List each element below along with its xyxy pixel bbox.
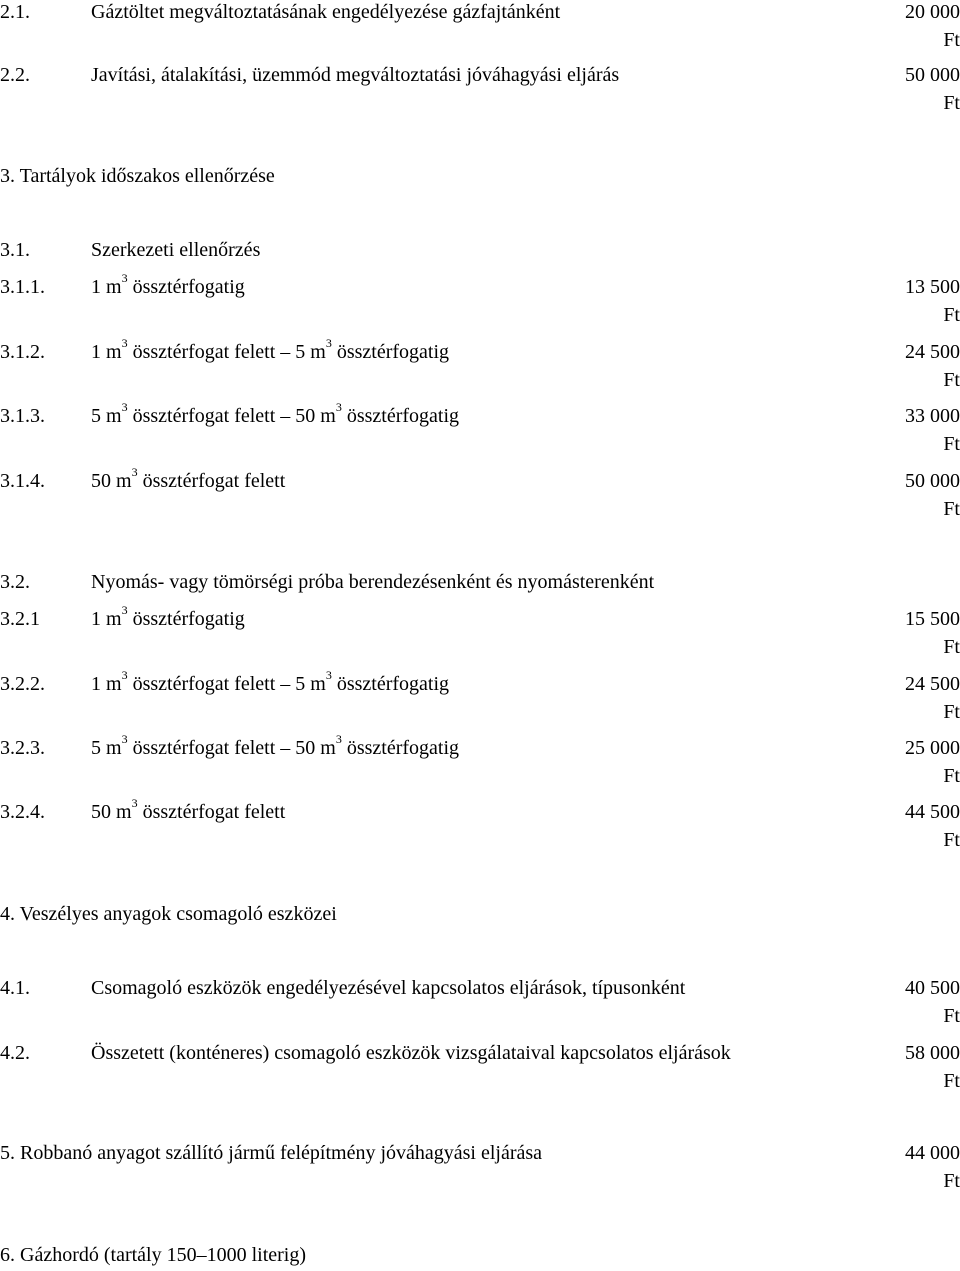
fee-amount: 13 500 <box>905 276 960 298</box>
item-description <box>91 238 260 262</box>
description-text: 5 m <box>91 405 122 427</box>
fee-row <box>0 465 960 520</box>
item-description <box>91 1041 731 1065</box>
unit-exponent: 3 <box>131 465 138 480</box>
item-description <box>91 0 560 24</box>
fee-row <box>0 976 960 1027</box>
item-number: 2.2. <box>0 64 30 86</box>
fee-amount: 33 000 <box>905 405 960 427</box>
fee-currency: Ft <box>943 1170 960 1192</box>
fee-amount: 40 500 <box>905 977 960 999</box>
description-text: össztérfogatig <box>127 608 245 630</box>
fee-amount: 50 000 <box>905 470 960 492</box>
item-number: 3.1.3. <box>0 405 45 427</box>
fee-currency: Ft <box>943 304 960 326</box>
unit-exponent: 3 <box>121 732 128 747</box>
unit-exponent: 3 <box>335 400 342 415</box>
fee-currency: Ft <box>943 829 960 851</box>
unit-exponent: 3 <box>325 668 332 683</box>
fee-amount: 58 000 <box>905 1042 960 1064</box>
item-description <box>91 668 450 696</box>
fee-amount: 24 500 <box>905 341 960 363</box>
fee-currency: Ft <box>943 433 960 455</box>
item-number: 4.1. <box>0 977 30 999</box>
fee-currency: Ft <box>943 369 960 391</box>
section-heading-row <box>0 902 960 930</box>
item-description <box>91 271 245 299</box>
description-text: Javítási, átalakítási, üzemmód megváltoztatási jóváhagyási eljárás <box>91 64 620 86</box>
unit-exponent: 3 <box>121 400 128 415</box>
item-number: 3.1. <box>0 239 30 261</box>
fee-row <box>0 570 960 598</box>
description-text: Összetett (konténeres) csomagoló eszközök vizsgálataival kapcsolatos eljárások <box>91 1042 731 1064</box>
item-description <box>91 732 460 760</box>
unit-exponent: 3 <box>131 796 138 811</box>
unit-exponent: 3 <box>121 271 128 286</box>
item-number: 2.1. <box>0 1 30 23</box>
unit-exponent: 3 <box>335 732 342 747</box>
fee-currency: Ft <box>943 92 960 114</box>
unit-exponent: 3 <box>325 336 332 351</box>
section-heading-row <box>0 164 960 192</box>
description-text: 50 m <box>91 470 132 492</box>
description-text: össztérfogatig <box>341 737 460 759</box>
fee-amount: 44 000 <box>905 1142 960 1164</box>
item-number: 3.1.4. <box>0 470 45 492</box>
description-text: 1 m <box>91 276 122 298</box>
description-text: 5 m <box>91 737 122 759</box>
item-number: 3.2. <box>0 571 30 593</box>
description-text: össztérfogat felett <box>137 470 286 492</box>
fee-currency: Ft <box>943 498 960 520</box>
fee-row <box>0 400 960 455</box>
fee-currency: Ft <box>943 1070 960 1092</box>
description-text: össztérfogatig <box>331 341 450 363</box>
fee-row <box>0 238 960 266</box>
fee-row <box>0 603 960 658</box>
fee-row <box>0 796 960 851</box>
item-number: 4.2. <box>0 1042 30 1064</box>
section-heading-row <box>0 1141 960 1192</box>
fee-row <box>0 63 960 114</box>
description-text: Nyomás- vagy tömörségi próba berendezésenként és nyomásterenként <box>91 571 655 593</box>
description-text: 1 m <box>91 608 122 630</box>
item-description <box>91 465 286 493</box>
description-text: össztérfogatig <box>127 276 245 298</box>
fee-currency: Ft <box>943 765 960 787</box>
unit-exponent: 3 <box>121 603 128 618</box>
item-number: 3.2.3. <box>0 737 45 759</box>
item-description <box>91 976 685 1000</box>
unit-exponent: 3 <box>121 668 128 683</box>
fee-currency: Ft <box>943 701 960 723</box>
description-text: össztérfogatig <box>331 673 450 695</box>
description-text: össztérfogat felett <box>137 801 286 823</box>
fee-currency: Ft <box>943 1005 960 1027</box>
item-description <box>91 570 654 594</box>
item-description <box>91 336 450 364</box>
fee-row <box>0 732 960 787</box>
description-text: Szerkezeti ellenőrzés <box>91 239 261 261</box>
section-heading: 3. Tartályok időszakos ellenőrzése <box>0 165 275 187</box>
section-heading-row <box>0 1243 960 1271</box>
description-text: Gáztöltet megváltoztatásának engedélyezése gázfajtánként <box>91 1 561 23</box>
section-heading: 4. Veszélyes anyagok csomagoló eszközei <box>0 903 337 925</box>
item-number: 3.1.1. <box>0 276 45 298</box>
item-description <box>91 400 460 428</box>
item-number: 3.2.2. <box>0 673 45 695</box>
section-heading: 5. Robbanó anyagot szállító jármű felépítmény jóváhagyási eljárása <box>0 1142 543 1164</box>
item-number: 3.1.2. <box>0 341 45 363</box>
item-description <box>91 63 619 87</box>
item-description <box>91 603 245 631</box>
fee-currency: Ft <box>943 29 960 51</box>
fee-amount: 44 500 <box>905 801 960 823</box>
description-text: össztérfogat felett – 5 m <box>127 673 326 695</box>
fee-row <box>0 0 960 51</box>
description-text: Csomagoló eszközök engedélyezésével kapcsolatos eljárások, típusonként <box>91 977 686 999</box>
fee-row <box>0 1041 960 1092</box>
description-text: össztérfogat felett – 50 m <box>127 405 336 427</box>
description-text: 1 m <box>91 673 122 695</box>
description-text: össztérfogatig <box>341 405 460 427</box>
fee-amount: 20 000 <box>905 1 960 23</box>
fee-amount: 15 500 <box>905 608 960 630</box>
item-description <box>91 796 286 824</box>
description-text: 1 m <box>91 341 122 363</box>
fee-currency: Ft <box>943 636 960 658</box>
description-text: 50 m <box>91 801 132 823</box>
section-heading: 6. Gázhordó (tartály 150–1000 literig) <box>0 1244 307 1266</box>
item-number: 3.2.4. <box>0 801 45 823</box>
fee-row <box>0 668 960 723</box>
fee-amount: 24 500 <box>905 673 960 695</box>
description-text: össztérfogat felett – 50 m <box>127 737 336 759</box>
fee-row <box>0 336 960 391</box>
fee-row <box>0 271 960 326</box>
description-text: össztérfogat felett – 5 m <box>127 341 326 363</box>
fee-amount: 50 000 <box>905 64 960 86</box>
item-number: 3.2.1 <box>0 608 40 630</box>
fee-amount: 25 000 <box>905 737 960 759</box>
unit-exponent: 3 <box>121 336 128 351</box>
